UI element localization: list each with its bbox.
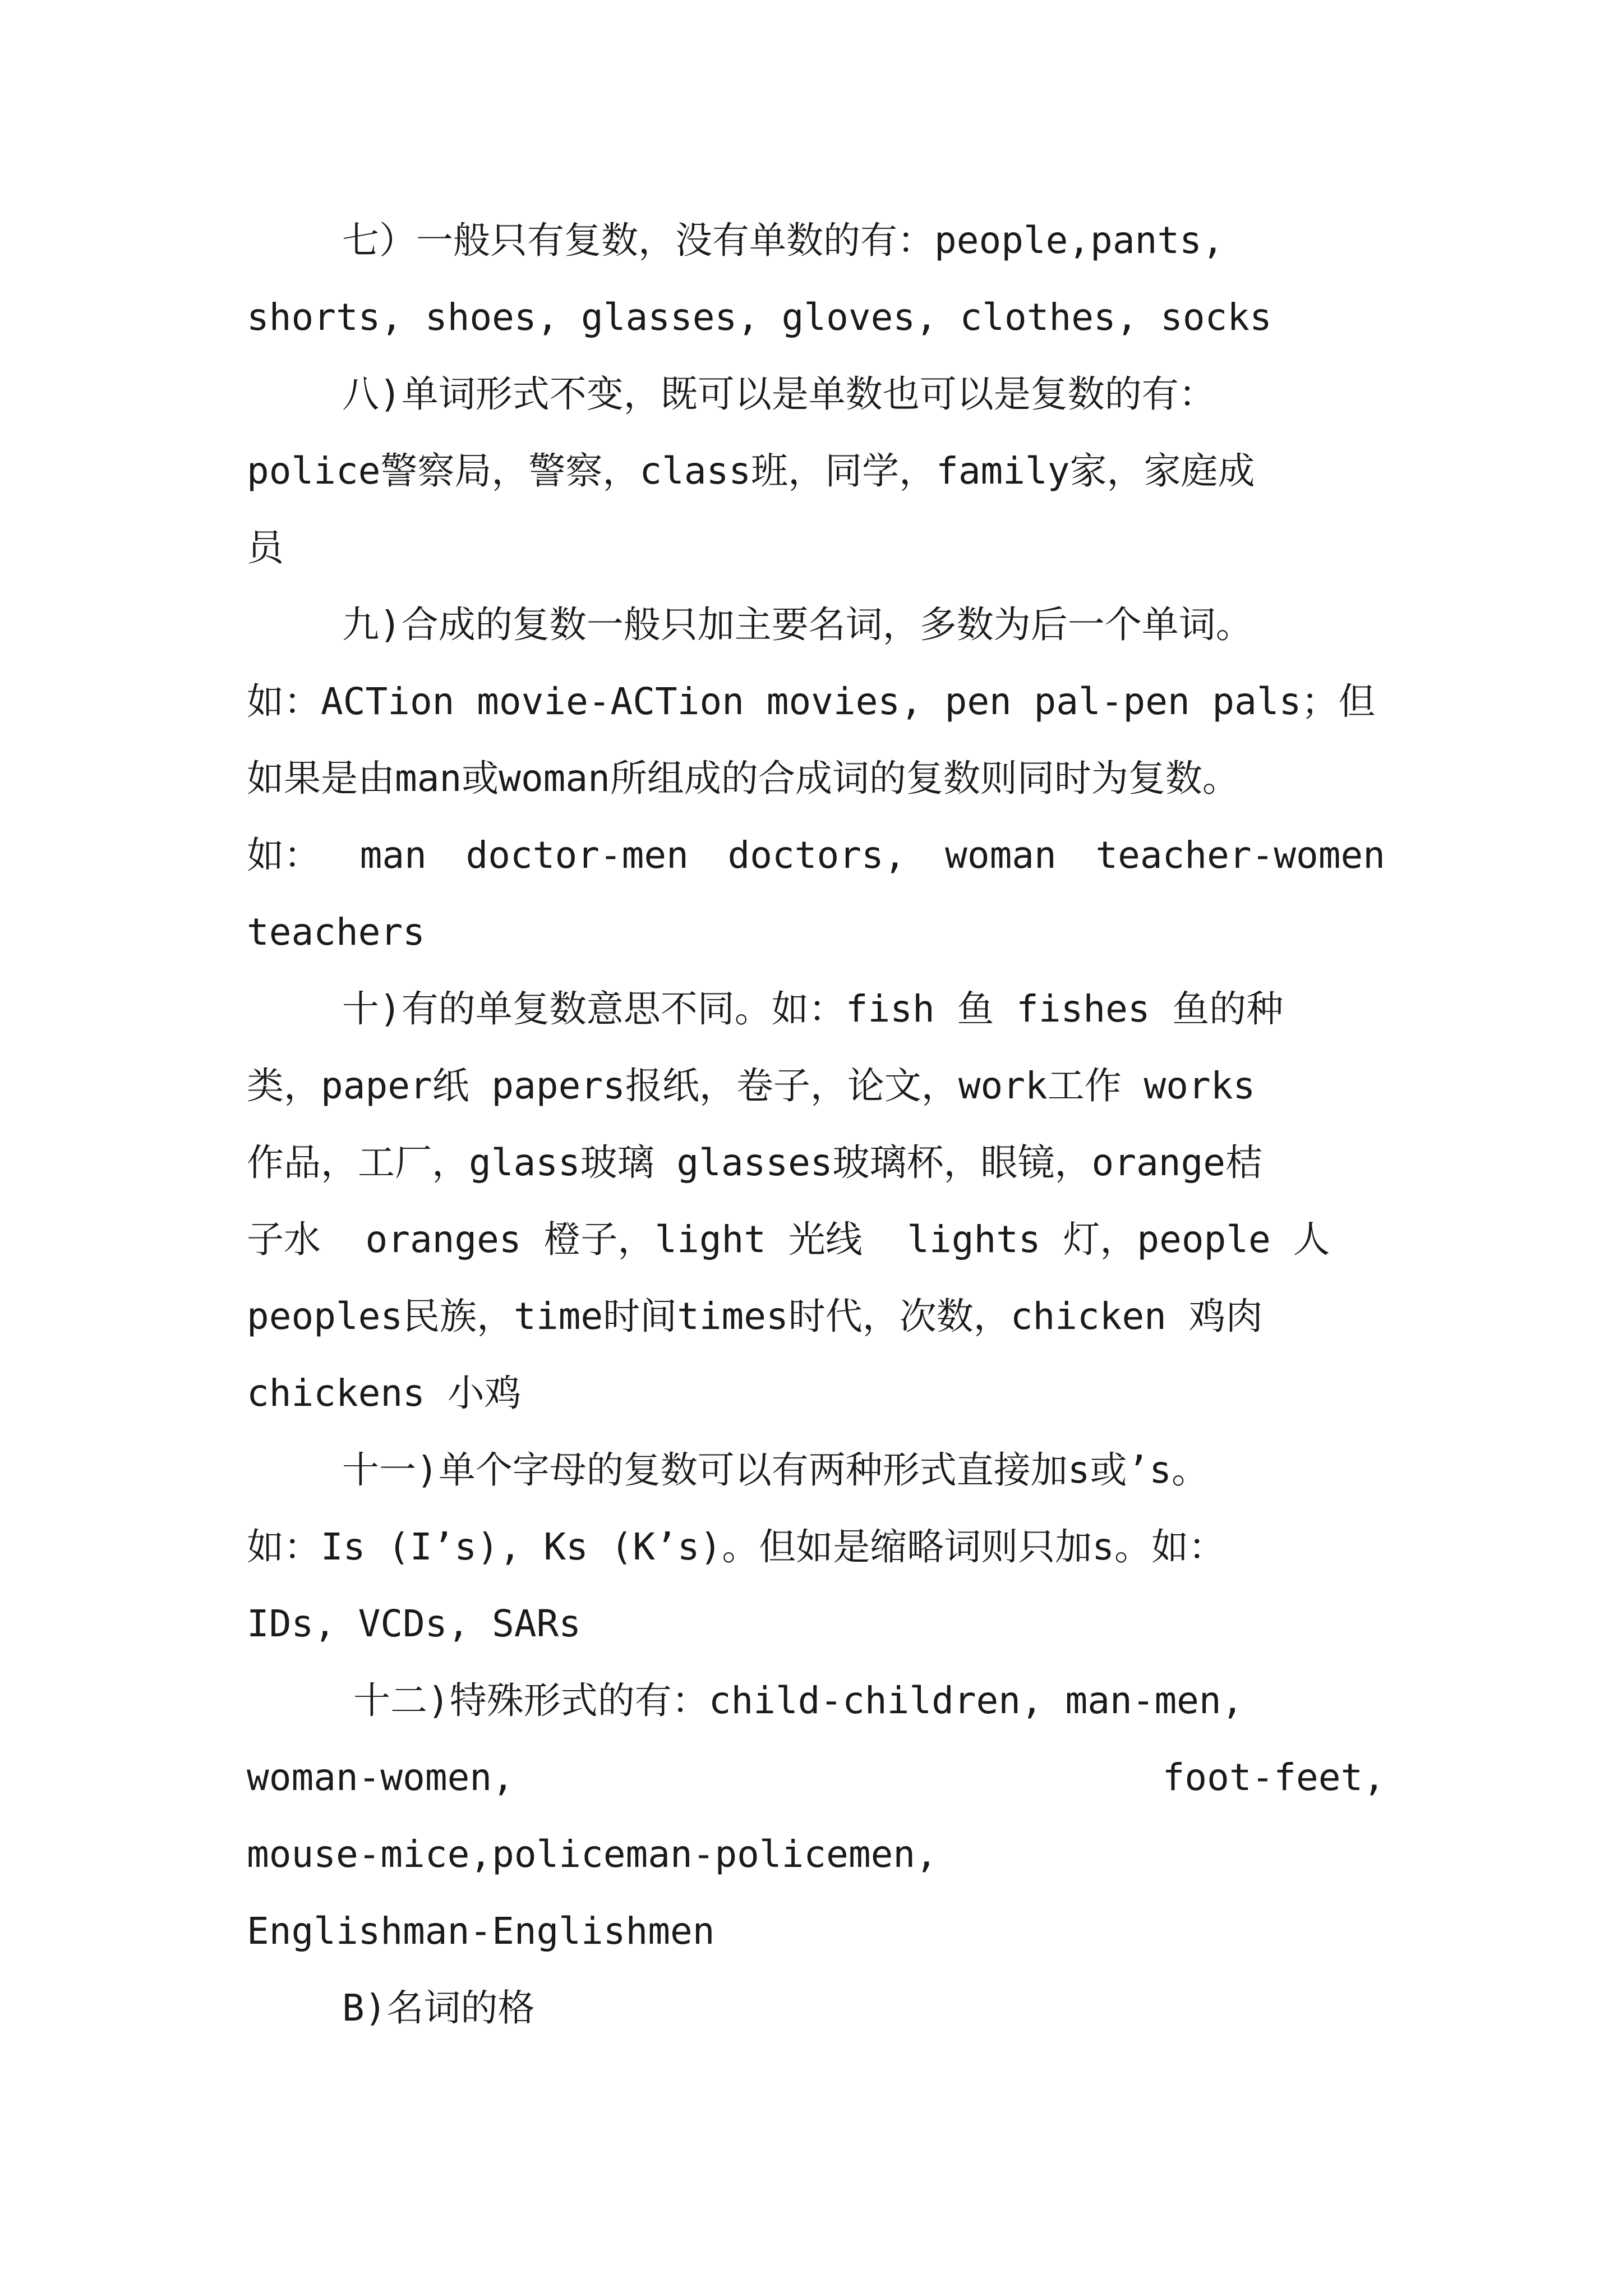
paragraph-8-line-2: police警察局，警察，class班，同学，family家，家庭成 — [247, 449, 1255, 493]
paragraph-10-line-1: 十)有的单复数意思不同。如：fish 鱼 fishes 鱼的种 — [342, 987, 1284, 1030]
paragraph-8-line-1: 八)单词形式不变，既可以是单数也可以是复数的有： — [342, 372, 1216, 416]
paragraph-9-line-5: teachers — [247, 910, 425, 954]
paragraph-12-line-2 — [247, 1739, 1385, 1816]
paragraph-11-line-3: IDs, VCDs, SARs — [247, 1602, 582, 1645]
paragraph-12-line-4: Englishman-Englishmen — [247, 1910, 715, 1953]
text-line: 七）一般只有复数，没有单数的有：people,pants, — [342, 219, 1224, 262]
document-body — [247, 202, 1385, 2046]
paragraph-11-line-2: 如：Is (I’s), Ks (K’s)。但如是缩略词则只加s。如： — [247, 1525, 1225, 1568]
paragraph-12-line-1: 十二)特殊形式的有：child-children, man-men, — [353, 1679, 1244, 1722]
section-heading: B)名词的格 — [342, 1986, 535, 2030]
text-word: doctor-men — [465, 834, 689, 877]
paragraph-7-line-2: shorts, shoes, glasses, gloves, clothes, socks — [247, 296, 1272, 339]
paragraph-10-line-3: 作品，工厂，glass玻璃 glasses玻璃杯，眼镜，orange桔 — [247, 1141, 1262, 1184]
paragraph-10-line-4: 子水 oranges 橙子，light 光线 lights 灯，people 人 — [247, 1218, 1330, 1261]
paragraph-9-line-2: 如：ACTion movie-ACTion movies, pen pal-pen pals；但 — [247, 680, 1376, 723]
paragraph-11-line-1: 十一)单个字母的复数可以有两种形式直接加s或’s。 — [342, 1448, 1209, 1492]
paragraph-10-line-2: 类，paper纸 papers报纸，卷子，论文，work工作 works — [247, 1064, 1256, 1107]
paragraph-9-line-4 — [247, 817, 1385, 894]
paragraph-10-line-5: peoples民族，time时间times时代，次数，chicken 鸡肉 — [247, 1295, 1263, 1338]
text-word: 如： — [247, 834, 321, 877]
text-word: woman — [945, 834, 1057, 877]
paragraph-7-line-1 — [247, 202, 1385, 279]
text-word: doctors, — [727, 834, 906, 877]
text-word: woman-women, — [247, 1756, 514, 1799]
paragraph-8-line-3: 员 — [247, 526, 284, 569]
text-word: foot-feet, — [1162, 1756, 1385, 1799]
text-word: teacher-women — [1095, 834, 1385, 877]
paragraph-10-line-6: chickens 小鸡 — [247, 1372, 522, 1415]
paragraph-9-line-1: 九)合成的复数一般只加主要名词，多数为后一个单词。 — [342, 603, 1253, 646]
paragraph-12-line-3: mouse-mice,policeman-policemen, — [247, 1833, 938, 1876]
paragraph-9-line-3: 如果是由man或woman所组成的合成词的复数则同时为复数。 — [247, 757, 1239, 800]
text-word: man — [359, 834, 427, 877]
